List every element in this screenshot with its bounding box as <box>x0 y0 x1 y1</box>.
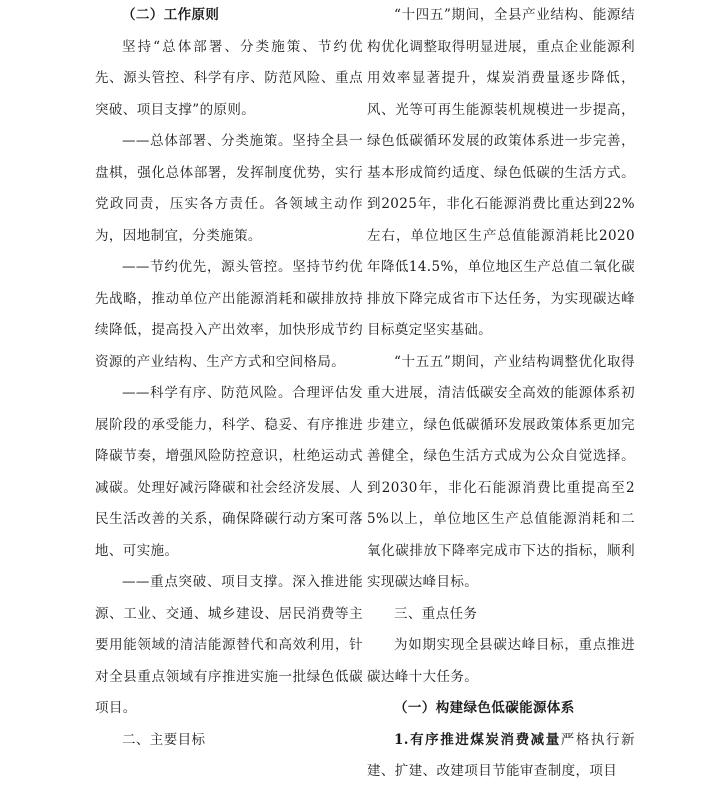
14th-five-year-paragraph: “十四五”期间，全县产业结构、能源结构优化调整取得明显进展，重点企业能源利用效率显著提升，煤炭消费量逐步降低，风、光等可再生能源装机规模进一步提高，绿色低碳循环发展的政策体系进一步完善，基本形成简约适度、绿色低碳的生活方式。到2025年，非化石能源消费比重达到22%左右，单位地区生产总值能源消耗比2020年降低14.5%，单位地区生产总值二氧化碳排放下降完成省市下达任务，为实现碳达峰目标奠定坚实基础。 <box>367 7 635 338</box>
right-column <box>367 0 635 788</box>
principle-saving-first: ——节约优先，源头管控。坚持节约优先战略，推动单位产出能源消耗和碳排放持续降低，提高投入产出效率，加快形成节约资源的产业结构、生产方式和空间格局。 <box>95 259 363 370</box>
key-tasks-heading: 三、重点任务 <box>394 605 478 622</box>
coal-reduction-item <box>367 725 635 788</box>
principle-overall-deployment: ——总体部署、分类施策。坚持全县一盘棋，强化总体部署，发挥制度优势，实行党政同责，压实各方责任。各领域主动作为，因地制宜，分类施策。 <box>95 133 363 244</box>
key-tasks-intro: 为如期实现全县碳达峰目标，重点推进碳达峰十大任务。 <box>367 637 635 685</box>
main-targets-heading: 二、主要目标 <box>122 731 206 748</box>
15th-five-year-paragraph: “十五五”期间，产业结构调整优化取得重大进展，清洁低碳安全高效的能源体系初步建立，绿色低碳循环发展政策体系更加完善健全，绿色生活方式成为公众自觉选择。到2030年，非化石能源消费比重提高至25%以上，单位地区生产总值能源消耗和二氧化碳排放下降率完成市下达的指标，顺利实现碳达峰目标。 <box>367 353 635 590</box>
green-energy-subheading: （一）构建绿色低碳能源体系 <box>394 700 575 716</box>
section-heading-work-principles: （二）工作原则 <box>122 7 220 23</box>
principle-key-breakthrough: ——重点突破、项目支撑。深入推进能源、工业、交通、城乡建设、居民消费等主要用能领域的清洁能源替代和高效利用，针对全县重点领域有序推进实施一批绿色低碳项目。 <box>95 574 363 716</box>
principle-scientific-order: ——科学有序、防范风险。合理评估发展阶段的承受能力，科学、稳妥、有序推进降碳节奏，增强风险防控意识，杜绝运动式减碳。处理好减污降碳和社会经济发展、人民生活改善的关系，确保降碳行动方案可落地、可实施。 <box>95 385 363 559</box>
coal-reduction-lead: 1.有序推进煤炭消费减量 <box>394 731 561 748</box>
coal-reduction-text: 严格执行新建、扩建、改建项目节能审查制度，项目 <box>367 731 635 779</box>
principles-paragraph: 坚持“总体部署、分类施策、节约优先、源头管控、科学有序、防范风险、重点突破、项目支撑”的原则。 <box>95 38 363 118</box>
left-column <box>95 0 363 756</box>
